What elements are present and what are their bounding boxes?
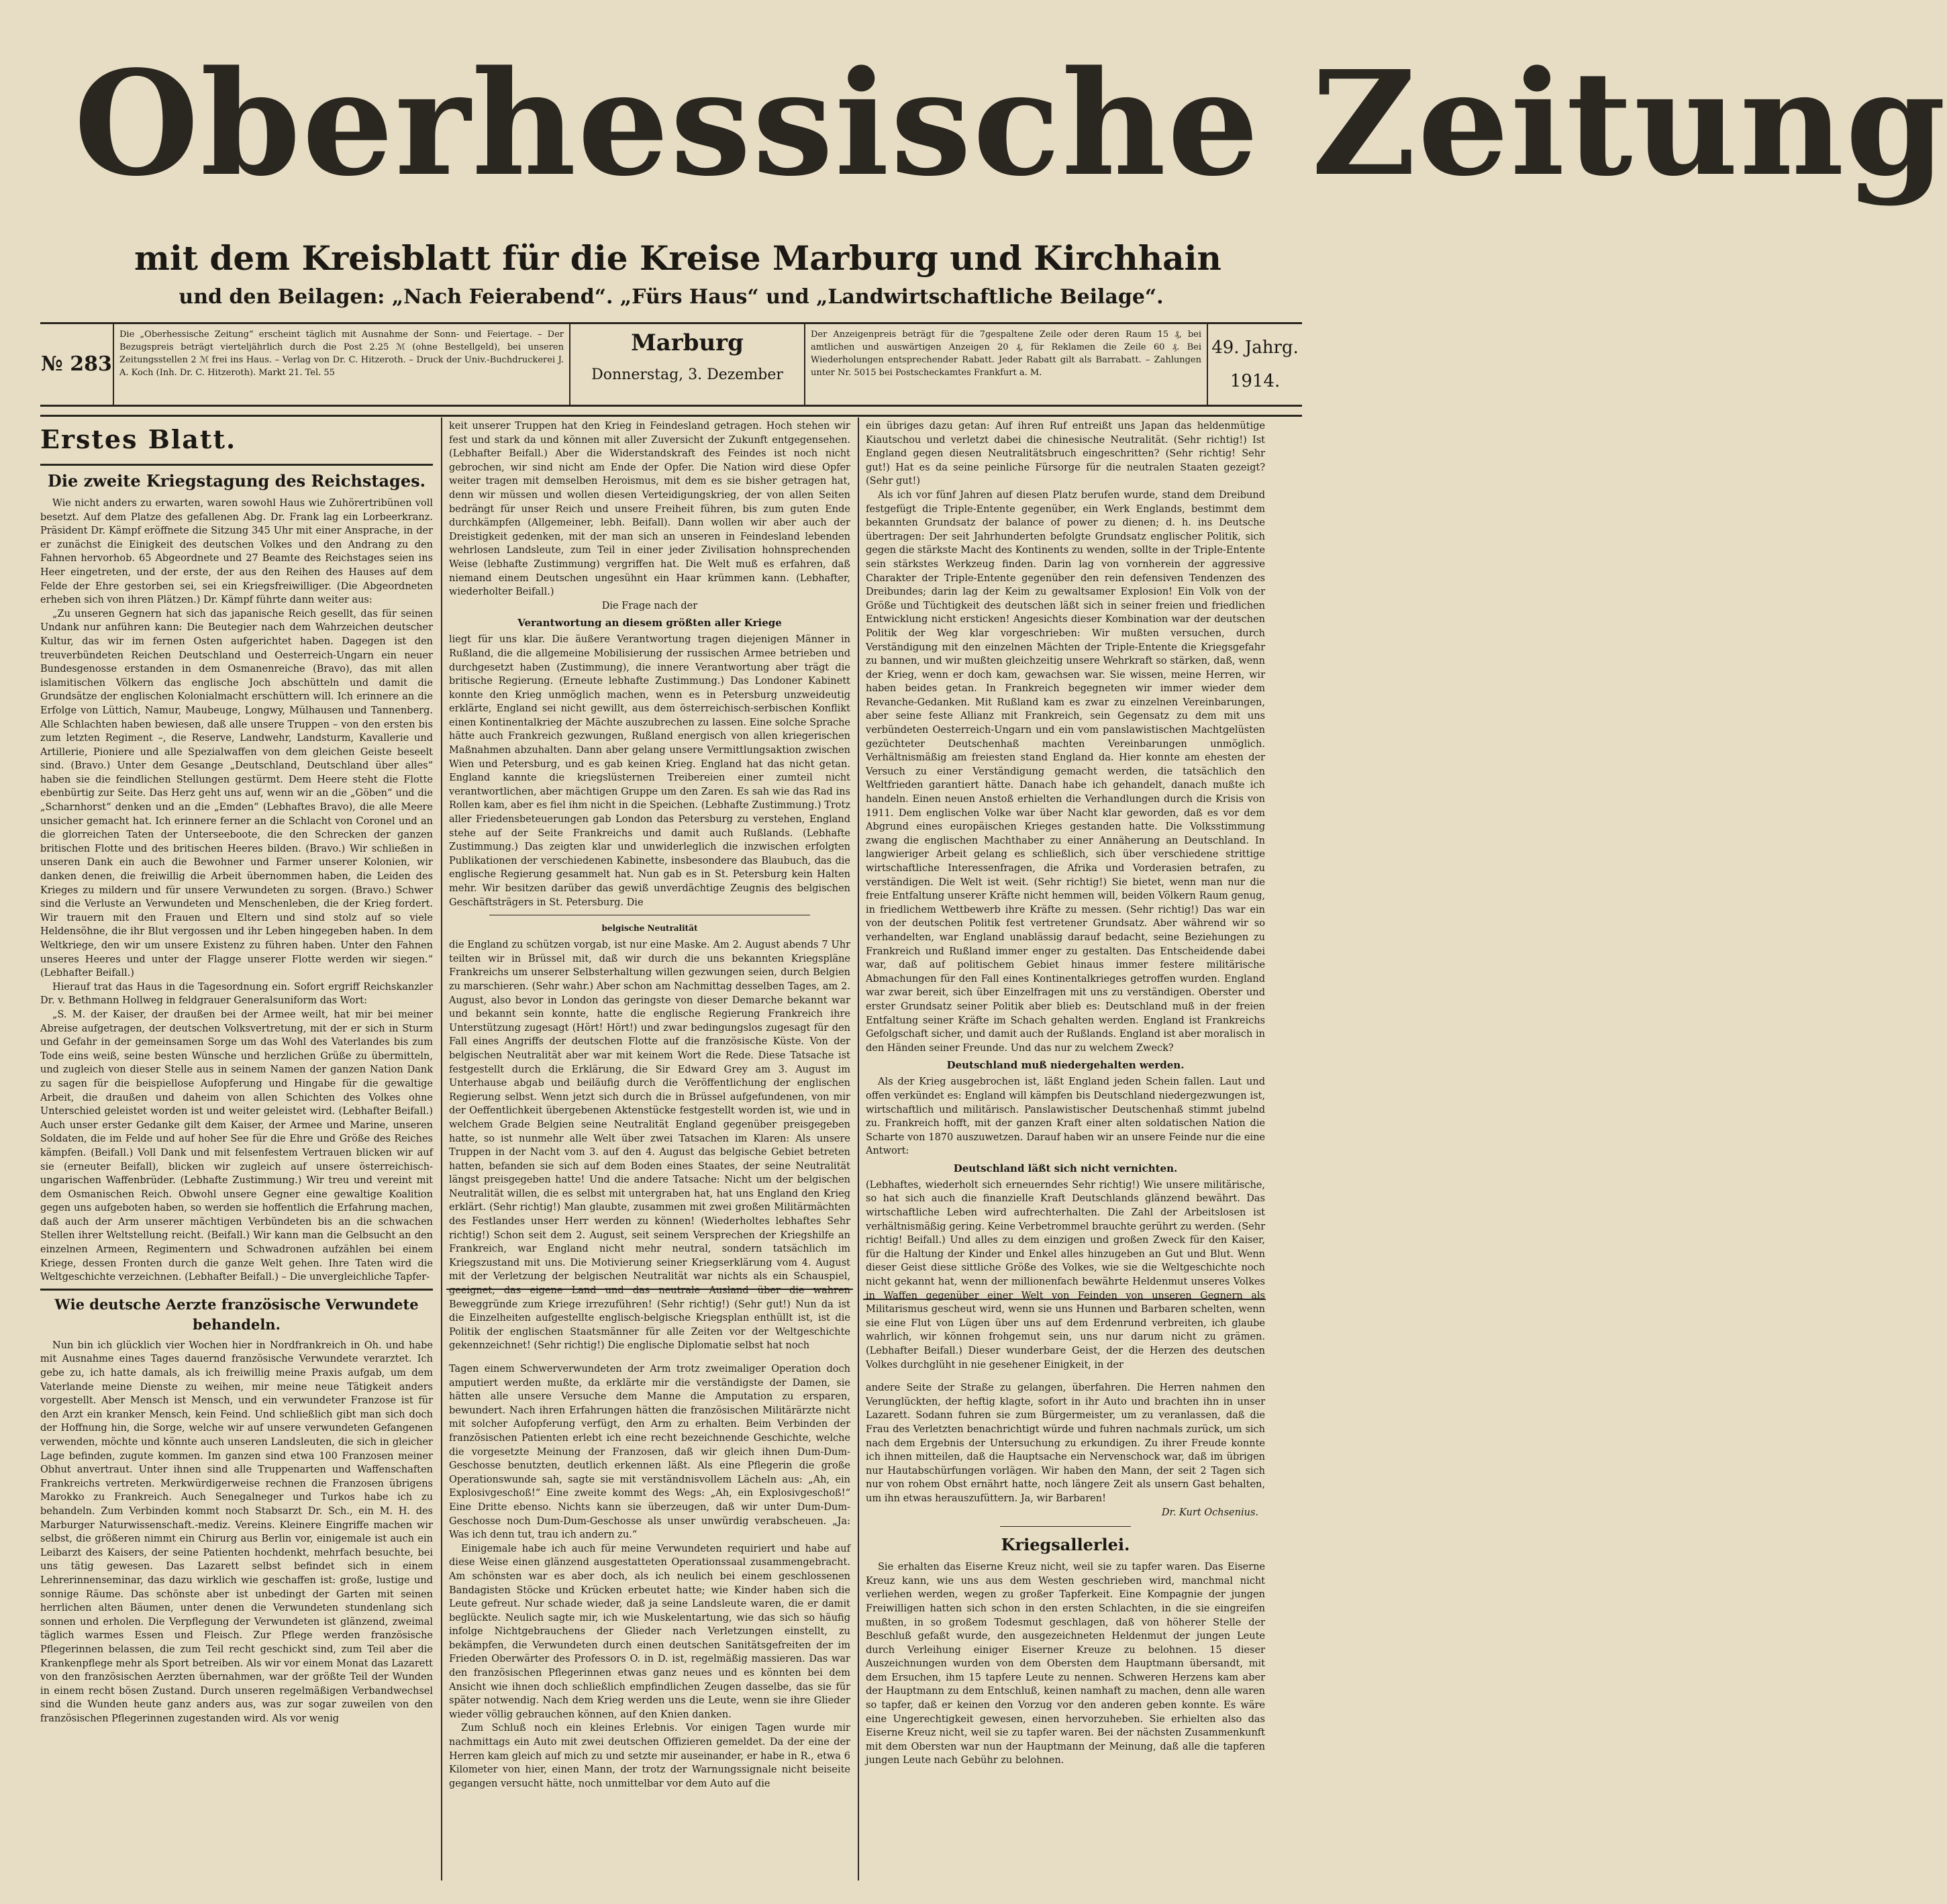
- subheading-niedergehalten: Deutschland muß niedergehalten werden.: [946, 1059, 1185, 1072]
- column-divider-2: [858, 417, 859, 1881]
- paragraph: Wie nicht anders zu erwarten, waren sowohl Haus wie Zuhörertribünen voll besetzt. Auf dem Platze des gefallenen Abg. Dr. Frank lag ein Lorbeerkranz. Präsident Dr. Kämpf eröffnete die Sitzung 345 Uhr mit einer Ansprache, in der er zunächst die Einigkeit des deutschen Volkes und den Andrang zu den Fahnen hervorhob. 65 Abgeordnete und 27 Beamte des Reichstages seien ins Heer eingetreten, und der erste, der aus den Reihen des Hauses auf dem Felde der Ehre gestorben sei, sei ein Kriegsfreiwilliger. (Die Abgeordneten erheben sich von ihren Plätzen.) Dr. Kämpf führte dann weiter aus:: [40, 498, 433, 606]
- masthead-subtitle: mit dem Kreisblatt für die Kreise Marburg und Kirchhain: [134, 238, 1221, 278]
- divider: [1000, 1526, 1131, 1527]
- column-1: [40, 419, 433, 1883]
- info-bar: [40, 322, 1302, 407]
- paragraph: ein übriges dazu getan: Auf ihren Ruf entreißt uns Japan das heldenmütige Kiautschou und verletzt dabei die chinesische Neutralität. (Sehr richtig!) Ist England gegen diesen Neutralitätsbruch eingeschritten? (Sehr richtig! Sehr gut!) Hat es da seine peinliche Fürsorge für die neutralen Staaten gezeigt? (Sehr gut!): [866, 421, 1265, 487]
- author-signature: Dr. Kurt Ochsenius.: [1161, 1507, 1258, 1518]
- paragraph: andere Seite der Straße zu gelangen, überfahren. Die Herren nahmen den Verunglückten, der heftig klagte, sofort in ihr Auto und brachten ihn in unser Lazarett. Sodann fuhren sie zum Bürgermeister, um zu veranlassen, daß die Frau des Verletzten benachrichtigt würde und fuhren nachmals zurück, um sich nach dem Ergebnis der Untersuchung zu erkundigen. Zu ihrer Freude konnte ich ihnen mitteilen, daß die Hauptsache ein Nervenschock war, daß im übrigen nur Hautabschürfungen vorlägen. Wir haben den Mann, der seit 2 Tagen sich nur von rohem Obst ernährt hatte, noch längere Zeit als unsern Gast behalten, um ihn etwas herauszufüttern. Ja, wir Barbaren!: [866, 1383, 1265, 1504]
- paragraph: Als ich vor fünf Jahren auf diesen Platz berufen wurde, stand dem Dreibund festgefügt die Triple-Entente gegenüber, ein Werk Englands, bestimmt dem bekannten Grundsatz der balance of power zu dienen; d. h. ins Deutsche übertragen: Der seit Jahrhunderten befolgte Grundsatz englischer Politik, sich gegen die stärkste Macht des Kontinents zu wenden, sollte in der Triple-Entente sein stärkstes Werkzeug finden. Darin lag von vornherein der aggressive Charakter der Triple-Entente gegenüber den rein defensiven Tendenzen des Dreibundes; darin lag der Keim zu gewaltsamer Explosion! Ein Volk von der Größe und Tüchtigkeit des deutschen läßt sich in seiner freien und friedlichen Entwicklung nicht ersticken! Angesichts dieser Kombination war der deutschen Politik der Weg klar vorgeschrieben: Wir mußten versuchen, durch Verständigung mit den einzelnen Mächten der Triple-Entente die Kriegsgefahr zu bannen, und wir mußten gleichzeitig unsere Wehrkraft so stärken, daß, wenn der Krieg, wenn er doch kam, gewachsen war. Sie wissen, meine Herren, wir haben beides getan. In Frankreich begegneten wir immer wieder dem Revanche-Gedanken. Mit Rußland kam es zwar zu einzelnen Vereinbarungen, aber seine feste Allianz mit Frankreich, sein Gegensatz zu dem mit uns verbündeten Oesterreich-Ungarn und ein vom panslawistischen Machtgelüsten gezüchteter Deutschenhaß machten Vereinbarungen unmöglich. Verhältnismäßig am freiesten stand England da. Hier konnte am ehesten der Versuch zu einer Verständigung gemacht werden, die tatsächlich den Weltfrieden garantiert hätte. Danach habe ich gehandelt, danach mußte ich handeln. Einen neuen Anstoß erhielten die Verhandlungen durch die Krisis von 1911. Dem englischen Volke war über Nacht klar geworden, daß es vor dem Abgrund eines europäischen Krieges gestanden hatte. Die Volksstimmung zwang die englischen Machthaber zu einer Annäherung an Deutschland. In langwieriger Arbeit gelang es schließlich, sich über verschiedene strittige wirtschaftliche Interessenfragen, die Afrika und Vorderasien betrafen, zu verständigen. Die Welt ist weit. (Sehr richtig!) Sie bietet, wenn man nur die freie Entfaltung unserer Kräfte nicht hemmen will, beiden Völkern Raum genug, in friedlichem Wettbewerb ihre Kräfte zu messen. (Sehr richtig!) Das war ein von der deutschen Politik fest vertretener Grundsatz. Aber während wir so verhandelten, war England unablässig darauf bedacht, seine Beziehungen zu Frankreich und Rußland immer enger zu gestalten. Das Entscheidende dabei war, daß auf politischem Gebiet hinaus immer festere militärische Abmachungen für den Fall eines Kontinentalkrieges getroffen wurden. England war zwar bereit, sich über Einzelfragen mit uns zu verständigen. Oberster und erster Grundsatz seiner Politik aber blieb es: Deutschland muß in der freien Entfaltung seiner Kräfte im Schach gehalten werden. England ist Frankreichs Gefolgschaft sicher, und damit auch der Rußlands. England ist aber moralisch in den Händen seiner Freunde. Und das nur zu welchem Zweck?: [866, 489, 1265, 1054]
- paragraph: Sie erhalten das Eiserne Kreuz nicht, weil sie zu tapfer waren. Das Eiserne Kreuz kann, wie uns aus dem Westen geschrieben wird, manchmal nicht verliehen werden, wegen zu großer Tapferkeit. Eine Kompagnie der jungen Freiwilligen hatten sich schon in den ersten Schlachten, in die sie eingreifen mußten, in so großem Todesmut geschlagen, daß von höherer Stelle der Beschluß gefaßt wurde, den ausgezeichneten Heldenmut der jungen Leute durch Verleihung einiger Eiserner Kreuze zu belohnen. 15 dieser Auszeichnungen wurden von dem Obersten dem Hauptmann übersandt, mit dem Ersuchen, ihm 15 tapfere Leute zu nennen. Schweren Herzens kam aber der Hauptmann zu dem Entschluß, keinen namhaft zu machen, denn alle waren so tapfer, daß er keinen den Vorzug vor den anderen geben konnte. Es wäre eine Ungerechtigkeit gewesen, einen hervorzuheben. Sie erhielten also das Eiserne Kreuz nicht, weil sie zu tapfer waren. Bei der nächsten Zusammenkunft mit dem Obersten war nun der Hauptmann der Meinung, daß alle die tapferen jungen Leute nach Gebühr zu belohnen.: [866, 1562, 1265, 1766]
- subscription-info: Die „Oberhessische Zeitung“ erscheint täglich mit Ausnahme der Sonn- und Feiertage. – Der Bezugspreis beträgt vierteljährlich durch die Post 2.25 ℳ (ohne Bestellgeld), bei unseren Zeitungsstellen 2 ℳ frei ins Haus. – Verlag von Dr. C. Hitzeroth. – Druck der Univ.-Buchdruckerei J. A. Koch (Inh. Dr. C. Hitzeroth). Markt 21. Tel. 55: [114, 324, 570, 405]
- paragraph: Zum Schluß noch ein kleines Erlebnis. Vor einigen Tagen wurde mir nachmittags ein Auto mit zwei deutschen Offizieren gemeldet. Da der eine der Herren kam gleich auf mich zu und setzte mir auseinander, er habe in R., etwa 6 Kilometer von hier, einen Mann, der trotz der Warnungssignale nicht beiseite gegangen versucht hätte, noch unmittelbar vor dem Auto auf die: [449, 1723, 850, 1789]
- headline-kriegsallerlei: Kriegsallerlei.: [1001, 1535, 1130, 1555]
- column-3: [866, 419, 1265, 1883]
- headline-reichstag: Die zweite Kriegstagung des Reichstages.: [40, 464, 433, 493]
- paragraph: liegt für uns klar. Die äußere Verantwortung tragen diejenigen Männer in Rußland, die die allgemeine Mobilisierung der russischen Armee betrieben und durchgesetzt haben (Zustimmung), die innere Verantwortung aber trägt die britische Regierung. (Erneute lebhafte Zustimmung.) Das Londoner Kabinett konnte den Krieg unmöglich machen, wenn es in Petersburg unzweideutig erklärte, England sei nicht gewillt, aus dem österreichisch-serbischen Konflikt einen Kontinentalkrieg der Mächte auszubrechen zu lassen. Eine solche Sprache hätte auch Frankreich gezwungen, Rußland energisch von allen kriegerischen Maßnahmen abzuhalten. Dann aber gelang unsere Vermittlungsaktion zwischen Wien und Petersburg, und es gab keinen Krieg. England hat das nicht getan. England kannte die kriegslüsternen Treibereien einer zumteil nicht verantwortlichen, aber mächtigen Gruppe um den Zaren. Es sah wie das Rad ins Rollen kam, aber es fiel ihm nicht in die Speichen. (Lebhafte Zustimmung.) Trotz aller Friedensbeteuerungen gab London das Petersburg zu verstehen, England stehe auf der Seite Frankreichs und damit auch Rußlands. (Lebhafte Zustimmung.) Das zeigten klar und unwiderleglich die inzwischen erfolgten Publikationen der verschiedenen Kabinette, insbesondere das Blaubuch, das die englische Regierung gesammelt hat. Nun gab es in St. Petersburg kein Halten mehr. Wir besitzen darüber das gewiß unverdächtige Zeugnis des belgischen Geschäftsträgers in St. Petersburg. Die: [449, 634, 850, 908]
- paragraph: „S. M. der Kaiser, der draußen bei der Armee weilt, hat mir bei meiner Abreise aufgetragen, der deutschen Volksvertretung, mit der er sich in Sturm und Gefahr in der gemeinsamen Sorge um das Wohl des Vaterlandes bis zum Tode eins weiß, seine besten Wünsche und herzlichen Grüße zu übermitteln, und zugleich von dieser Stelle aus in seinem Namen der ganzen Nation Dank zu sagen für die beispiellose Aufopferung und Hingabe für die gewaltige Arbeit, die draußen und daheim von allen Schichten des Volkes ohne Unterschied geleistet worden ist und weiter geleistet wird. (Lebhafter Beifall.) Auch unser erster Gedanke gilt dem Kaiser, der Armee und Marine, unseren Soldaten, die im Felde und auf hoher See für die Ehre und Größe des Reiches kämpfen. (Beifall.) Voll Dank und mit felsenfestem Vertrauen blicken wir auf sie (erneuter Beifall), blicken wir zugleich auf unsere österreichisch-ungarischen Waffenbrüder. (Lebhafte Zustimmung.) Wir treu und vereint mit dem Osmanischen Reich. Obwohl unsere Gegner eine gewaltige Koalition gegen uns aufgeboten haben, so werden sie hoffentlich die Erfahrung machen, daß auch der Arm unserer mächtigen Verbündeten bis an die schwachen Stellen ihrer Weltstellung reicht. (Beifall.) Wir kann man die Gelbsucht an den einzelnen Armeen, Regimentern und Schwadronen aufzählen bei einem Kriege, dessen Fronten durch die ganze Welt gehen. Ihre Taten wird die Weltgeschichte verzeichnen. (Lebhafter Beifall.) – Die unvergleichliche Tapfer-: [40, 1009, 433, 1283]
- top-rule: [40, 415, 1302, 417]
- paragraph: (Lebhaftes, wiederholt sich erneuerndes Sehr richtig!) Wie unsere militärische, so hat sich auch die finanzielle Kraft Deutschlands glänzend bewährt. Das wirtschaftliche Leben wird aufrechterhalten. Die Zahl der Arbeitslosen ist verhältnismäßig gering. Keine Verbetrommel brauchte gerührt zu werden. (Sehr richtig! Beifall.) Und alles zu dem einzigen und großen Zweck für den Kaiser, für die Haltung der Kinder und Enkel alles hinzugeben an Gut und Blut. Wenn dieser Geist diese sittliche Größe des Volkes, wie sie die Weltgeschichte noch nicht gekannt hat, wenn der millionenfach bewährte Heldenmut unseres Volkes in Waffen gegenüber einer Welt von Feinden von unseren Gegnern als Militarismus gescheut wird, wenn sie uns Hunnen und Barbaren schelten, wenn sie eine Flut von Lügen über uns auf dem Erdenrund verbreiten, ich glaube wahrlich, wir können frohgemut sein, uns nur darum nicht zu grämen. (Lebhafter Beifall.) Dieser wunderbare Geist, der die Herzen des deutschen Volkes durchglüht in nie gesehener Einigkeit, in der: [866, 1179, 1265, 1370]
- city-name: Marburg: [631, 330, 744, 356]
- paragraph: die England zu schützen vorgab, ist nur eine Maske. Am 2. August abends 7 Uhr teilten wir in Brüssel mit, daß wir durch die uns bekannten Kriegspläne Frankreichs um unserer Selbsterhaltung willen gezwungen seien, durch Belgien zu marschieren. (Sehr wahr.) Aber schon am Nachmittag desselben Tages, am 2. August, also bevor in London das geringste von dieser Demarche bekannt war und bekannt sein konnte, hatte die englische Regierung Frankreich ihre Unterstützung zugesagt (Hört! Hört!) und zwar bedingungslos zugesagt für den Fall eines Angriffs der deutschen Flotte auf die französische Küste. Von der belgischen Neutralität aber war mit keinem Wort die Rede. Diese Tatsache ist festgestellt durch die Erklärung, die Sir Edward Grey am 3. August im Unterhause abgab und beiläufig durch die Veröffentlichung der englischen Regierung selbst. Wenn jetzt sich durch die in Brüssel aufgefundenen, von mir der Oeffentlichkeit übergebenen Aktenstücke festgestellt worden ist, wie und in welchem Grade Belgien seine Neutralität England gegenüber preisgegeben hatte, so ist nunmehr alle Welt über zwei Tatsachen im Klaren: Als unsere Truppen in der Nacht vom 3. auf den 4. August das belgische Gebiet betreten hatten, befanden sie sich auf dem Boden eines Staates, der seine Neutralität längst preisgegeben hatte! Und die andere Tatsache: Nicht um der belgischen Neutralität willen, die es selbst mit untergraben hat, hat uns England den Krieg erklärt. (Sehr richtig!) Man glaubte, zusammen mit zwei großen Militärmächten des Festlandes unser Herr werden zu können! (Wiederholtes lebhaftes Sehr richtig!) Schon seit dem 2. August, seit seinem Versprechen der Kriegshilfe an Frankreich, war England nicht mehr neutral, sondern tatsächlich im Kriegszustand mit uns. Die Motivierung seiner Kriegserklärung vom 4. August mit der Verletzung der belgischen Neutralität war nichts als ein Schauspiel, geeignet, das eigene Land und das neutrale Ausland über die wahren Beweggründe zum Kriege irrezuführen! (Sehr richtig!) (Sehr gut!) Nun da ist die Einzelheiten aufgestellte englisch-belgische Kriegsplan enthüllt ist, ist die Politik der englischen Staatsmänner für alle Zeiten vor der Weltgeschichte gekennzeichnet! (Sehr richtig!) Die englische Diplomatie selbst hat noch: [449, 940, 850, 1352]
- paragraph: „Zu unseren Gegnern hat sich das japanische Reich gesellt, das für seinen Undank nur anführen kann: Die Beutegier nach dem Wahrzeichen deutscher Kultur, das wir im fernen Osten aufgerichtet haben. Dagegen ist den treuverbündeten Reichen Deutschland und Oesterreich-Ungarn ein neuer Bundesgenosse erstanden in dem Osmanenreiche (Bravo), das mit allen islamitischen Völkern das englische Joch abschütteln und damit die Grundsätze der englischen Kolonialmacht erschüttern will. Ich erinnere an die Erfolge von Lüttich, Namur, Maubeuge, Longwy, Mülhausen und Tannenberg. Alle Schlachten haben bewiesen, daß alle unsere Truppen – von den ersten bis zum letzten Regiment –, die Reserve, Landwehr, Landsturm, Kavallerie und Artillerie, Pioniere und alle Spezialwaffen von dem gleichen Geiste beseelt sind. (Bravo.) Unter dem Gesange „Deutschland, Deutschland über alles“ haben sie die feindlichen Stellungen gestürmt. Dem Heere steht die Flotte ebenbürtig zur Seite. Das Herz geht uns auf, wenn wir an die „Göben“ und die „Scharnhorst“ denken und an die „Emden“ (Lebhaftes Bravo), die alle Meere unsicher gemacht hat. Ich erinnere ferner an die Schlacht von Coronel und an die glorreichen Taten der Unterseeboote, die den Schrecken der ganzen britischen Flotte und des britischen Heeres bilden. (Bravo.) Wir schließen in unseren Dank ein auch die Bewohner und Farmer unserer Kolonien, wir danken denen, die freiwillig die Arbeit übernommen haben, die Leiden des Krieges zu mildern und für unsere Verwundeten zu sorgen. (Bravo.) Schwer sind die Verluste an Verwundeten und Menschenleben, die der Krieg fordert. Wir trauern mit den Frauen und Eltern und sind stolz auf so viele Heldensöhne, die ihr Blut vergossen und ihr Leben hingegeben haben. In dem Weltkriege, den wir um unsere Existenz zu führen haben. Unter den Fahnen unseres Heeres und unter der Flagge unserer Flotte werden wir siegen.“ (Lebhafter Beifall.): [40, 608, 433, 979]
- subheading-nicht-vernichten: Deutschland läßt sich nicht vernichten.: [953, 1162, 1178, 1174]
- paragraph: Hierauf trat das Haus in die Tagesordnung ein. Sofort ergriff Reichskanzler Dr. v. Bethmann Hollweg in feldgrauer Generalsuniform das Wort:: [40, 981, 433, 1007]
- advertising-rates: Der Anzeigenpreis beträgt für die 7gespaltene Zeile oder deren Raum 15 ₰, bei amtlichen und auswärtigen Anzeigen 20 ₰, für Reklamen die Zeile 60 ₰. Bei Wiederholungen entsprechender Rabatt. Jeder Rabatt gilt als Barrabatt. – Zahlungen unter Nr. 5015 bei Postscheckamtes Frankfurt a. M.: [805, 324, 1208, 405]
- headline-aerzte: Wie deutsche Aerzte französische Verwundete behandeln.: [40, 1289, 433, 1335]
- masthead-supplements: und den Beilagen: „Nach Feierabend“. „Fürs Haus“ und „Landwirtschaftliche Beilage“.: [179, 285, 1164, 309]
- subheading-neutralitaet: belgische Neutralität: [601, 923, 698, 934]
- paragraph: Nun bin ich glücklich vier Wochen hier in Nordfrankreich in Oh. und habe mit Ausnahme eines Tages dauernd französische Verwundete verarztet. Ich gebe zu, ich hatte damals, als ich freiwillig meine Praxis aufgab, um dem Vaterlande meine Dienste zu weihen, mir meine neue Tätigkeit anders vorgestellt. Aber Mensch ist Mensch, und ein verwundeter Franzose ist für den Arzt ein kranker Mensch, kein Feind. Und schließlich gibt man sich doch der Hoffnung hin, die Sorge, welche wir auf unsere verwundeten Gefangenen verwenden, möchte und könnte auch unseren Landsleuten, die sich in gleicher Lage befinden, zugute kommen. Im ganzen sind etwa 100 Franzosen meiner Obhut anvertraut. Unter ihnen sind alle Truppenarten und Waffenschaften Frankreichs vertreten. Merkwürdigerweise rechnen die Franzosen übrigens Marokko zu Frankreich. Auch Senegalneger und Turkos habe ich zu behandeln. Zum Verbinden kommt noch Stabsarzt Dr. Sch., ein M. H. des Marburger Naturwissenschaft.-mediz. Vereins. Kleinere Eingriffe machen wir selbst, die größeren nimmt ein Chirurg aus Berlin vor, einigemale ist auch ein Leibarzt des Kaisers, der seine Patienten hochdenkt, mehrfach besuchte, bei uns tätig gewesen. Das Lazarett selbst befindet sich in einem Lehrerinnenseminar, das dazu wirklich wie geschaffen ist: große, lustige und sonnige Räume. Das schönste aber ist unbedingt der Garten mit seinen herrlichen alten Bäumen, unter denen die Verwundeten stundenlang sich sonnen und erholen. Die Verpflegung der Verwundeten ist glänzend, zweimal täglich warmes Essen und Fleisch. Zur Pflege werden französische Pflegerinnen belassen, die zum Teil recht geschickt sind, zum Teil aber die Krankenpflege mehr als Sport betreiben. Als wir vor einem Monat das Lazarett von den französischen Aerzten übernahmen, war der größte Teil der Wunden in einem recht bösen Zustand. Durch unseren regelmäßigen Verbandwechsel sind die Wunden heute ganz anders aus, was zur sogar zuweilen von den französischen Pflegerinnen zugestanden wird. Als vor wenig: [40, 1340, 433, 1724]
- paragraph: Einigemale habe ich auch für meine Verwundeten requiriert und habe auf diese Weise einen glänzend ausgestatteten Operationssaal zusammengebracht. Am schönsten war es aber doch, als ich neulich bei einem geschlossenen Bandagisten Stöcke und Krücken erbeutet hatte; wie Kinder haben sich die Leute gefreut. Nur schade wieder, daß ja seine Landsleute waren, die er damit beglückte. Neulich sagte mir, ich wie Muskelentartung, wie das sich so häufig infolge Nichtgebrauchens der Glieder nach Verletzungen einstellt, zu bekämpfen, die Verwundeten durch einen deutschen Sanitätsgefreiten der im Frieden Oberwärter des Professors O. in D. ist, regelmäßig massieren. Das war den französischen Pflegerinnen etwas ganz neues und es könnten bei dem Ansicht wie ihnen doch schließlich empfindlichen Zeugen dasselbe, das sie für später notwendig. Nach dem Krieg werden uns die Leute, wenn sie ihre Glieder wieder völlig gebrauchen können, auf den Knien danken.: [449, 1543, 850, 1720]
- paragraph: Als der Krieg ausgebrochen ist, läßt England jeden Schein fallen. Laut und offen verkündet es: England will kämpfen bis Deutschland niedergezwungen ist, wirtschaftlich und militärisch. Panslawistischer Deutschenhaß stimmt jubelnd zu. Frankreich hofft, mit der ganzen Kraft einer alten soldatischen Nation die Scharte von 1870 auszuwetzen. Darauf haben wir an unsere Feinde nur die eine Antwort:: [866, 1076, 1265, 1157]
- column-divider-1: [441, 417, 442, 1881]
- column-2: [449, 419, 850, 1883]
- issue-date: Donnerstag, 3. Dezember: [591, 366, 783, 383]
- paragraph: Die Frage nach der: [601, 600, 698, 611]
- issue-number: № 283: [40, 324, 114, 405]
- section-title: Erstes Blatt.: [40, 424, 237, 454]
- paragraph: Tagen einem Schwerverwundeten der Arm trotz zweimaliger Operation doch amputiert werden mußte, da erklärte mir die verständigste der Damen, sie hätten alle unsere Versuche dem Manne die Amputation zu ersparen, bewundert. Nach ihren Erfahrungen hätten die französischen Militärärzte nicht mit solcher Aufopferung verfügt, den Arm zu erhalten. Beim Verbinden der französischen Patienten erlebt ich eine recht bezeichnende Geschichte, welche die vorgesetzte Meinung der Franzosen, daß wir gleich ihnen Dum-Dum-Geschosse benutzten, deutlich erkennen läßt. Als eine Pflegerin die große Operationswunde sah, sagte sie mit verständnisvollem Lächeln aus: „Ah, ein Explosivgeschoß!“ Eine zweite kommt des Wegs: „Ah, ein Explosivgeschoß!“ Eine Dritte ebenso. Nichts kann sie überzeugen, daß wir unter Dum-Dum-Geschosse noch Dum-Dum-Geschosse als unser unwürdig verabscheuen. „Ja: Was ich denn tut, trau ich andern zu.“: [449, 1364, 850, 1541]
- subheading-verantwortung: Verantwortung an diesem größten aller Kriege: [517, 617, 782, 630]
- paragraph: keit unserer Truppen hat den Krieg in Feindesland getragen. Hoch stehen wir fest und stark da und können mit aller Zuversicht der Zukunft entgegensehen. (Lebhafter Beifall.) Aber die Widerstandskraft des Feindes ist noch nicht gebrochen, wir sind nicht am Ende der Opfer. Die Nation wird diese Opfer weiter tragen mit demselben Heroismus, mit dem es sie bisher getragen hat, denn wir müssen und wollen diesen Verteidigungskrieg, der von allen Seiten bedrängt für unser Reich und unsere Freiheit führen, bis zum guten Ende durchkämpfen (Allgemeiner, lebh. Beifall). Dann wollen wir aber auch der Dreistigkeit gedenken, mit der man sich an unseren in Feindesland lebenden wehrlosen Landsleute, zum Teil in einer jeder Zivilisation hohnsprechenden Weise (lebhafte Zustimmung) vergriffen hat. Die Welt muß es erfahren, daß niemand einem Deutschen ungesühnt ein Haar krümmen kann. (Lebhafter, wiederholter Beifall.): [449, 421, 850, 598]
- volume-label: 49. Jahrg.: [1211, 338, 1299, 358]
- volume-year: [1208, 324, 1302, 405]
- masthead-title: Oberhessische Zeitung: [74, 40, 1947, 208]
- place-date: [570, 324, 805, 405]
- year-label: 1914.: [1230, 371, 1281, 391]
